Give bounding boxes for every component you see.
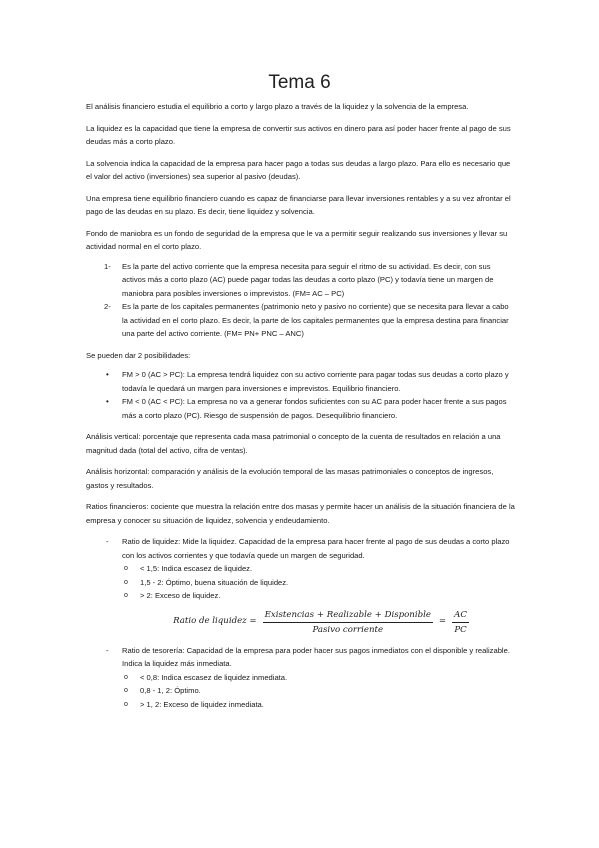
- dash-marker: -: [106, 645, 109, 655]
- paragraph-analisis-financiero: El análisis financiero estudia el equilibrio a corto y largo plazo a través de la liquidez y la solvencia de la empresa.: [86, 102, 469, 111]
- list-item: [86, 300, 516, 341]
- sublist-item: [122, 671, 516, 685]
- formula-fraction-short: [452, 609, 469, 636]
- sublist-item-text: 1,5 - 2: Óptimo, buena situación de liquidez.: [140, 577, 289, 587]
- ratios-list: [86, 535, 516, 603]
- formula-denominator: Pasivo corriente: [312, 624, 384, 635]
- list-item-text: FM < 0 (AC < PC): La empresa no va a generar fondos suficientes con su AC para poder hacer frente a sus pagos más a corto plazo (PC). Riesgo de suspensión de pagos. Desequilibrio financiero.: [122, 397, 507, 420]
- paragraph-equilibrio: Una empresa tiene equilibrio financiero cuando es capaz de financiarse para llevar inversiones rentables y a su vez afrontar el pago de las deudas en su plazo. Es decir, tiene liquidez y solvencia.: [86, 193, 511, 216]
- list-item: [86, 644, 516, 712]
- formula-numerator: Existencias + Realizable + Disponible: [263, 609, 433, 623]
- formula-numerator-short: AC: [452, 609, 469, 623]
- document-body: [86, 100, 516, 719]
- list-item: [86, 535, 516, 603]
- list-marker: 2-: [104, 302, 111, 311]
- sublist-item-text: 0,8 - 1, 2: Óptimo.: [140, 686, 201, 695]
- ratio-liquidez-sublist: [86, 562, 516, 603]
- formula-denominator-short: PC: [454, 624, 467, 635]
- sublist-item: [122, 684, 516, 698]
- sublist-item-text: < 1,5: Indica escasez de liquidez.: [140, 564, 253, 573]
- sublist-item: [122, 576, 516, 590]
- paragraph-analisis-vertical: Análisis vertical: porcentaje que representa cada masa patrimonial o concepto de la cuenta de resultados en relación a una magnitud dada (total del activo, cifra de ventas).: [86, 432, 501, 455]
- list-item: [86, 395, 516, 422]
- circle-bullet-icon: o: [124, 565, 128, 572]
- sublist-item: [122, 698, 516, 712]
- formula-equals: =: [438, 616, 447, 627]
- sublist-item-text: > 2: Exceso de liquidez.: [140, 591, 221, 600]
- possibilities-list: [86, 368, 516, 422]
- circle-bullet-icon: o: [124, 673, 128, 681]
- list-item: [86, 368, 516, 395]
- bullet-icon: •: [106, 370, 109, 379]
- sublist-item-text: > 1, 2: Exceso de liquidez inmediata.: [140, 699, 264, 709]
- paragraph-liquidez: La liquidez es la capacidad que tiene la empresa de convertir sus activos en dinero para así poder hacer frente al pago de sus deudas más a corto plazo.: [86, 123, 511, 146]
- fondo-maniobra-list: [86, 260, 516, 341]
- ratio-liquidez-formula: [126, 609, 516, 636]
- dash-marker: -: [106, 537, 109, 546]
- circle-bullet-icon: o: [124, 592, 128, 599]
- page-title: Tema 6: [268, 72, 331, 93]
- bullet-icon: •: [106, 397, 109, 406]
- circle-bullet-icon: o: [124, 687, 128, 694]
- paragraph-solvencia: La solvencia indica la capacidad de la empresa para hacer pago a todas sus deudas a largo plazo. Para ello es necesario que el valor del activo (inversiones) sea superior al pasivo (deudas).: [86, 158, 511, 181]
- formula-fraction: [263, 609, 433, 636]
- sublist-item: [122, 589, 516, 603]
- ratio-tesoreria-sublist: [86, 671, 516, 712]
- list-item-text: FM > 0 (AC > PC): La empresa tendrá liquidez con su activo corriente para pagar todas sus deudas a corto plazo y todavía le quedará un margen para inversiones e imprevistos. Equilibrio financiero.: [122, 370, 509, 393]
- circle-bullet-icon: o: [124, 700, 128, 708]
- sublist-item-text: < 0,8: Indica escasez de liquidez inmediata.: [140, 672, 288, 682]
- list-item-text: Ratio de liquidez: Mide la liquidez. Capacidad de la empresa para hacer frente al pago de sus deudas a corto plazo con los activos corrientes y que todavía quede un margen de seguridad.: [122, 537, 510, 560]
- list-item-text: Es la parte de los capitales permanentes (patrimonio neto y pasivo no corriente) que se necesita para llevar a cabo la actividad en el corto plazo. Es decir, la parte de los capitales permanentes que la empresa destina para financiar una parte del activo corriente. (FM= PN+ PNC – ANC): [122, 302, 509, 338]
- formula-lhs: Ratio de liquidez =: [173, 616, 257, 627]
- paragraph-ratios: Ratios financieros: cociente que muestra la relación entre dos masas y permite hacer un análisis de la situación financiera de la empresa y conocer su situación de liquidez, solvencia y endeudamiento.: [86, 502, 515, 525]
- ratios-list-continued: [86, 644, 516, 712]
- circle-bullet-icon: o: [124, 578, 128, 586]
- paragraph-fondo-maniobra: Fondo de maniobra es un fondo de seguridad de la empresa que le va a permitir seguir realizando sus inversiones y llevar su actividad normal en el corto plazo.: [86, 228, 508, 251]
- paragraph-analisis-horizontal: Análisis horizontal: comparación y análisis de la evolución temporal de las masas patrimoniales o conceptos de ingresos, gastos y resultados.: [86, 467, 494, 490]
- possibilities-heading: Se pueden dar 2 posibilidades:: [86, 350, 191, 360]
- sublist-item: [122, 562, 516, 576]
- list-item-text: Ratio de tesorería: Capacidad de la empresa para poder hacer sus pagos inmediatos con el disponible y realizable. Indica la liquidez más inmediata.: [122, 645, 510, 668]
- list-item: [86, 260, 516, 301]
- list-item-text: Es la parte del activo corriente que la empresa necesita para seguir el ritmo de su actividad. Es decir, con sus activos más a corto plazo (AC) puede pagar todas las deudas a corto plazo (PC) y todavía tiene un margen de maniobra para posibles inversiones o imprevistos. (FM= AC – PC): [122, 261, 494, 298]
- list-marker: 1-: [104, 261, 111, 271]
